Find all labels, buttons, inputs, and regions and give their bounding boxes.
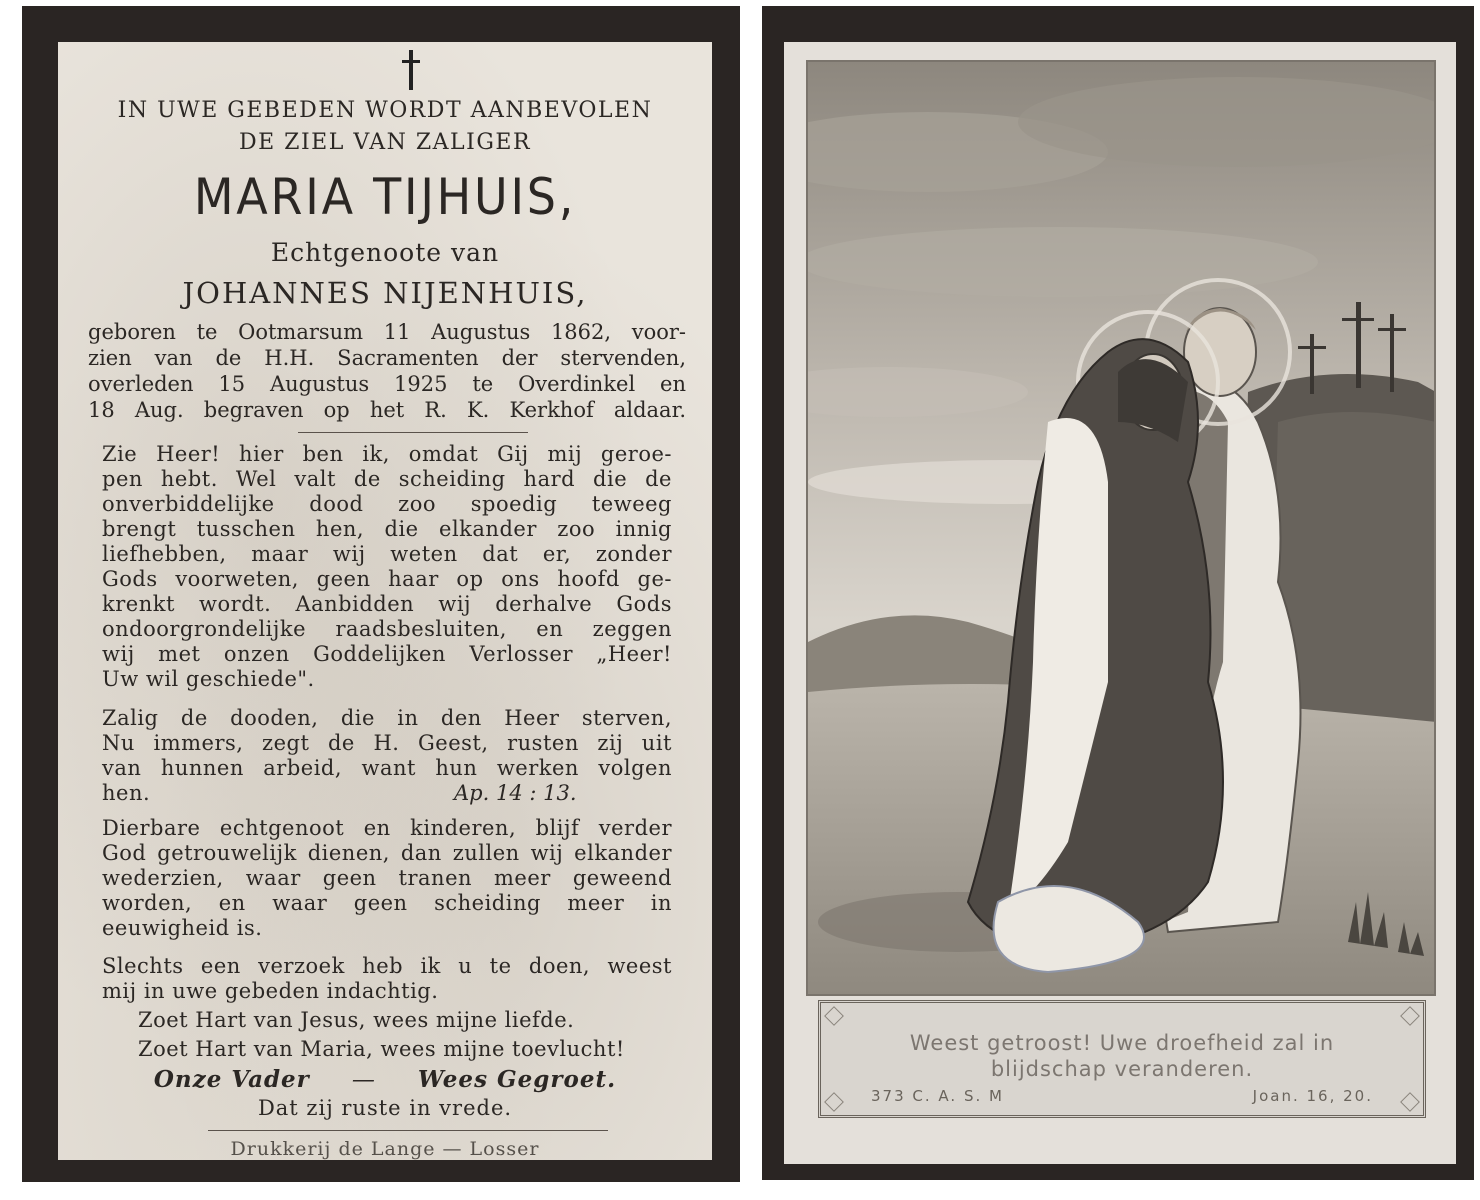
header-line-2: DE ZIEL VAN ZALIGER bbox=[238, 130, 532, 155]
header-line-1: IN UWE GEBEDEN WORDT AANBEVOLEN bbox=[117, 98, 653, 123]
illustration-svg bbox=[808, 62, 1436, 994]
prayer-wees-gegroet: Wees Gegroet. bbox=[417, 1066, 617, 1093]
para1-line: liefhebben, maar wij weten dat er, zonder bbox=[102, 542, 672, 566]
prayer-onze-vader: Onze Vader bbox=[153, 1066, 310, 1093]
deceased-name: MARIA TIJHUIS, bbox=[193, 168, 577, 226]
para2-line: van hunnen arbeid, want hun werken volgen bbox=[102, 756, 672, 780]
para2-line: hen. bbox=[102, 781, 151, 805]
spouse-name: JOHANNES NIJENHUIS, bbox=[182, 276, 588, 310]
scripture-reference: Ap. 14 : 13. bbox=[454, 781, 577, 805]
bio-line: geboren te Ootmarsum 11 Augustus 1862, voor- bbox=[88, 320, 686, 344]
corner-ornament-icon bbox=[1400, 1006, 1420, 1026]
corner-ornament-icon bbox=[824, 1006, 844, 1026]
para1-line: wij met onzen Goddelijken Verlosser „Heer! bbox=[102, 642, 672, 666]
para3-line: eeuwigheid is. bbox=[102, 916, 263, 940]
publisher-code: 373 C. A. S. M bbox=[871, 1087, 1004, 1105]
bio-line: zien van de H.H. Sacramenten der stervenden, bbox=[88, 346, 686, 370]
corner-ornament-icon bbox=[1400, 1092, 1420, 1112]
bio-line: 18 Aug. begraven op het R. K. Kerkhof aldaar. bbox=[88, 398, 686, 422]
invocation-line: Zoet Hart van Jesus, wees mijne liefde. bbox=[138, 1008, 575, 1032]
para3-line: Dierbare echtgenoot en kinderen, blijf verder bbox=[102, 816, 672, 840]
para4-line: Slechts een verzoek heb ik u te doen, weest bbox=[102, 954, 672, 978]
para3-line: God getrouwelijk dienen, dan zullen wij elkander bbox=[102, 841, 672, 865]
scripture-reference: Joan. 16, 20. bbox=[1252, 1087, 1373, 1105]
caption-box bbox=[818, 1000, 1426, 1118]
para3-line: worden, en waar geen scheiding meer in bbox=[102, 891, 672, 915]
para1-line: krenkt wordt. Aanbidden wij derhalve Gods bbox=[102, 592, 672, 616]
para1-line: onverbiddelijke dood zoo spoedig teweeg bbox=[102, 492, 672, 516]
para4-line: mij in uwe gebeden indachtig. bbox=[102, 979, 439, 1003]
invocation-line: Zoet Hart van Maria, wees mijne toevlucht! bbox=[138, 1037, 625, 1061]
para2-line: Nu immers, zegt de H. Geest, rusten zij uit bbox=[102, 731, 672, 755]
memorial-card-text-side bbox=[22, 6, 740, 1182]
prayer-separator: — bbox=[351, 1067, 376, 1093]
para1-line: pen hebt. Wel valt de scheiding hard die de bbox=[102, 467, 672, 491]
bio-line: overleden 15 Augustus 1925 te Overdinkel en bbox=[88, 372, 686, 396]
para1-line: ondoorgrondelijke raadsbesluiten, en zeggen bbox=[102, 617, 672, 641]
caption-line-1: Weest getroost! Uwe droefheid zal in bbox=[909, 1031, 1335, 1055]
card-paper bbox=[58, 42, 712, 1160]
para1-line: Gods voorweten, geen haar op ons hoofd ge- bbox=[102, 567, 672, 591]
devotional-illustration bbox=[806, 60, 1436, 996]
spouse-label: Echtgenoote van bbox=[270, 238, 500, 267]
para3-line: wederzien, waar geen tranen meer geweend bbox=[102, 866, 672, 890]
para1-line: Uw wil geschiede". bbox=[102, 667, 315, 691]
card-paper bbox=[784, 42, 1456, 1164]
divider bbox=[208, 1130, 608, 1131]
cross-icon bbox=[401, 50, 421, 90]
para1-line: brengt tusschen hen, die elkander zoo innig bbox=[102, 517, 672, 541]
para1-line: Zie Heer! hier ben ik, omdat Gij mij geroe- bbox=[102, 442, 672, 466]
para2-line: Zalig de dooden, die in den Heer sterven, bbox=[102, 706, 672, 730]
printer-credit: Drukkerij de Lange — Losser bbox=[230, 1138, 540, 1160]
corner-ornament-icon bbox=[824, 1092, 844, 1112]
memorial-card-image-side bbox=[762, 6, 1474, 1180]
divider bbox=[298, 432, 528, 433]
caption-line-2: blijdschap veranderen. bbox=[990, 1057, 1254, 1081]
prayers-line bbox=[58, 1066, 712, 1093]
closing-line: Dat zij ruste in vrede. bbox=[257, 1096, 513, 1120]
